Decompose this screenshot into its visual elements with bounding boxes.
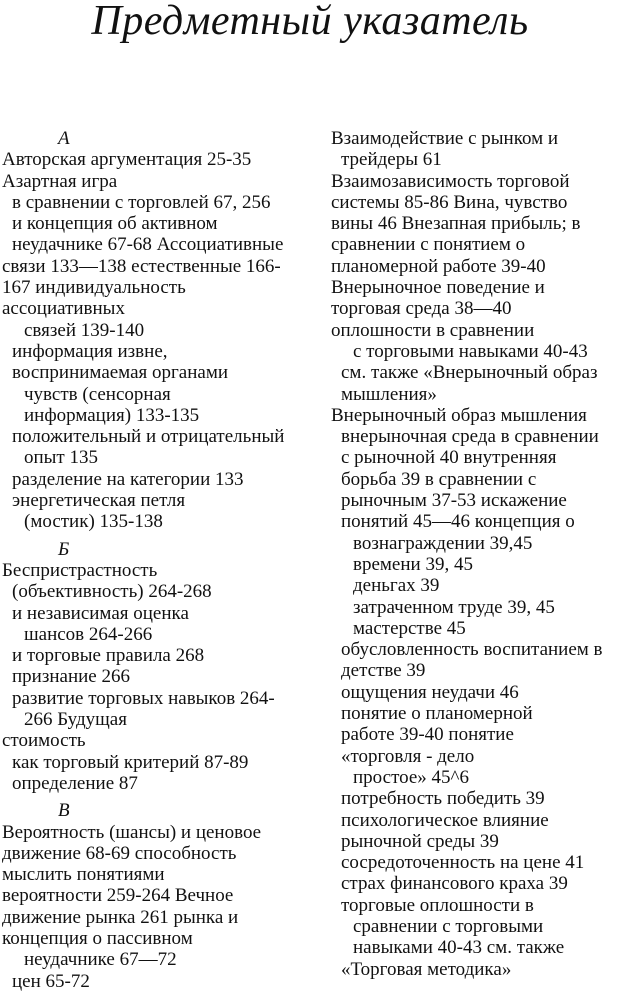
index-entry: рыночной среды 39 — [341, 830, 499, 852]
index-entry: неудачнике 67—72 — [24, 949, 177, 971]
index-entry: концепция о пассивном — [2, 927, 193, 949]
index-entry: (объективность) 264-268 — [12, 581, 212, 603]
index-entry: психологическое влияние — [341, 809, 549, 831]
index-entry: мастерстве 45 — [353, 617, 466, 639]
index-entry: определение 87 — [12, 772, 138, 794]
index-entry: сравнении с торговыми — [353, 915, 544, 937]
index-entry: информация извне, — [12, 340, 168, 362]
index-entry: трейдеры 61 — [341, 149, 442, 171]
index-entry: навыками 40-43 см. также — [353, 937, 565, 959]
index-entry: обусловленность воспитанием в — [341, 639, 603, 661]
index-entry: Взаимозависимость торговой — [331, 170, 570, 192]
index-entry: энергетическая петля — [12, 490, 186, 512]
index-entry: развитие торговых навыков 264- — [12, 687, 275, 709]
index-entry: и концепция об активном — [12, 213, 218, 235]
index-column-left — [2, 128, 302, 992]
index-entry: и торговые правила 268 — [12, 645, 205, 667]
index-section-letter: В — [58, 800, 70, 822]
index-entry: страх финансового краха 39 — [341, 873, 568, 895]
index-entry: планомерной работе 39-40 — [331, 255, 546, 277]
index-column-right — [331, 128, 620, 980]
index-entry: стоимость — [2, 730, 86, 752]
index-entry: признание 266 — [12, 666, 130, 688]
index-entry: вознаграждении 39,45 — [353, 532, 533, 554]
index-entry: ощущения неудачи 46 — [341, 681, 519, 703]
index-entry: сосредоточенность на цене 41 — [341, 852, 585, 874]
index-entry: торговые оплошности в — [341, 894, 534, 916]
index-entry: информация) 133-135 — [24, 404, 200, 426]
index-entry: связей 139-140 — [24, 319, 145, 341]
index-entry: Беспристрастность — [2, 559, 158, 581]
index-entry: в сравнении с торговлей 67, 256 — [12, 191, 271, 213]
index-entry: вины 46 Внезапная прибыль; в — [331, 213, 581, 235]
index-entry: как торговый критерий 87-89 — [12, 751, 249, 773]
index-entry: рыночным 37-53 искажение — [341, 490, 567, 512]
index-entry: цен 65-72 — [12, 970, 90, 992]
index-entry: «Торговая методика» — [341, 958, 512, 980]
index-entry: с торговыми навыками 40-43 — [353, 340, 588, 362]
index-entry: 266 Будущая — [24, 709, 127, 731]
index-entry: чувств (сенсорная — [24, 383, 171, 405]
index-entry: простое» 45^6 — [353, 766, 469, 788]
index-entry: затраченном труде 39, 45 — [353, 596, 555, 618]
index-entry: неудачнике 67-68 Ассоциативные — [12, 234, 284, 256]
index-entry: внерыночная среда в сравнении — [341, 426, 599, 448]
index-entry: системы 85-86 Вина, чувство — [331, 191, 568, 213]
index-entry: Внерыночное поведение и — [331, 277, 545, 299]
index-entry: Внерыночный образ мышления — [331, 404, 587, 426]
index-section-letter: А — [58, 128, 70, 149]
index-entry: работе 39-40 понятие — [341, 724, 514, 746]
index-entry: (мостик) 135-138 — [24, 511, 163, 533]
index-entry: понятий 45—46 концепция о — [341, 511, 575, 533]
index-entry: времени 39, 45 — [353, 553, 473, 575]
index-entry: движение 68-69 способность — [2, 842, 237, 864]
index-entry: см. также «Внерыночный образ — [341, 362, 598, 384]
index-entry: сравнении с понятием о — [331, 234, 526, 256]
index-entry: ассоциативных — [2, 298, 125, 320]
index-entry: и независимая оценка — [12, 602, 189, 624]
index-entry: мышления» — [341, 383, 437, 405]
index-entry: движение рынка 261 рынка и — [2, 906, 239, 928]
index-entry: положительный и отрицательный — [12, 426, 285, 448]
index-entry: воспринимаемая органами — [12, 362, 229, 384]
index-entry: детстве 39 — [341, 660, 426, 682]
index-entry: борьба 39 в сравнении с — [341, 468, 537, 490]
index-entry: разделение на категории 133 — [12, 468, 244, 490]
index-entry: 167 индивидуальность — [2, 277, 186, 299]
index-entry: шансов 264-266 — [24, 623, 153, 645]
index-entry: «торговля - дело — [341, 745, 475, 767]
index-entry: с рыночной 40 внутренняя — [341, 447, 557, 469]
index-entry: опыт 135 — [24, 447, 98, 469]
index-section-letter: Б — [58, 538, 70, 560]
index-entry: Азартная игра — [2, 170, 118, 192]
index-entry: связи 133—138 естественные 166- — [2, 255, 281, 277]
index-entry: Вероятность (шансы) и ценовое — [2, 821, 262, 843]
index-entry: понятие о планомерной — [341, 703, 533, 725]
index-entry: Авторская аргументация 25-35 — [2, 149, 252, 171]
index-entry: мыслить понятиями — [2, 864, 165, 886]
index-entry: торговая среда 38—40 — [331, 298, 512, 320]
index-entry: деньгах 39 — [353, 575, 440, 597]
index-entry: потребность победить 39 — [341, 788, 545, 810]
page-title: Предметный указатель — [91, 0, 529, 44]
index-entry: вероятности 259-264 Вечное — [2, 885, 234, 907]
index-entry: Взаимодействие с рынком и — [331, 128, 559, 149]
index-entry: оплошности в сравнении — [331, 319, 535, 341]
